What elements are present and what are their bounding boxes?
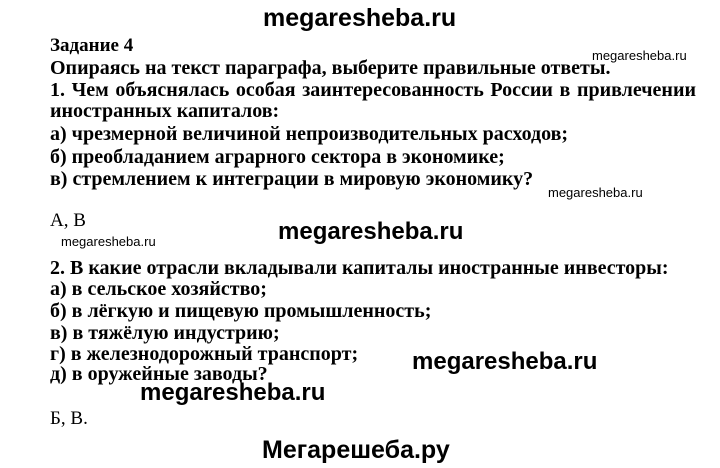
q2-option-c: в) в тяжёлую индустрию; (50, 322, 280, 344)
task-instruction: Опираясь на текст параграфа, выберите правильные ответы. (50, 57, 611, 79)
q1-answer: А, В (50, 210, 86, 231)
site-footer: Мегарешеба.ру (262, 436, 450, 464)
q2-text-line1: 2. В какие отрасли вкладывали капиталы иностранные инвесторы: (50, 257, 669, 279)
watermark-big: megaresheba.ru (412, 348, 598, 375)
q1-option-a: а) чрезмерной величиной непроизводительных расходов; (50, 123, 569, 145)
q1-option-c: в) стремлением к интеграции в мировую экономику? (50, 168, 534, 190)
watermark-small: megaresheba.ru (548, 185, 643, 200)
q1-option-b: б) преобладанием аграрного сектора в экономике; (50, 146, 505, 168)
task-title: Задание 4 (50, 35, 134, 56)
q1-text-line2: иностранных капиталов: (50, 100, 280, 122)
watermark-big: megaresheba.ru (278, 218, 464, 245)
q1-text-line1: 1. Чем объяснялась особая заинтересованность России в привлечении (50, 79, 696, 101)
watermark-small: megaresheba.ru (592, 48, 687, 63)
q2-option-d: г) в железнодорожный транспорт; (50, 343, 359, 365)
q2-option-a: а) в сельское хозяйство; (50, 278, 267, 300)
watermark-small: megaresheba.ru (61, 234, 156, 249)
watermark-big: megaresheba.ru (140, 379, 326, 406)
q2-answer: Б, В. (50, 408, 88, 429)
site-header: megaresheba.ru (263, 4, 457, 32)
q2-option-e: д) в оружейные заводы? (50, 363, 268, 385)
q2-option-b: б) в лёгкую и пищевую промышленность; (50, 300, 432, 322)
